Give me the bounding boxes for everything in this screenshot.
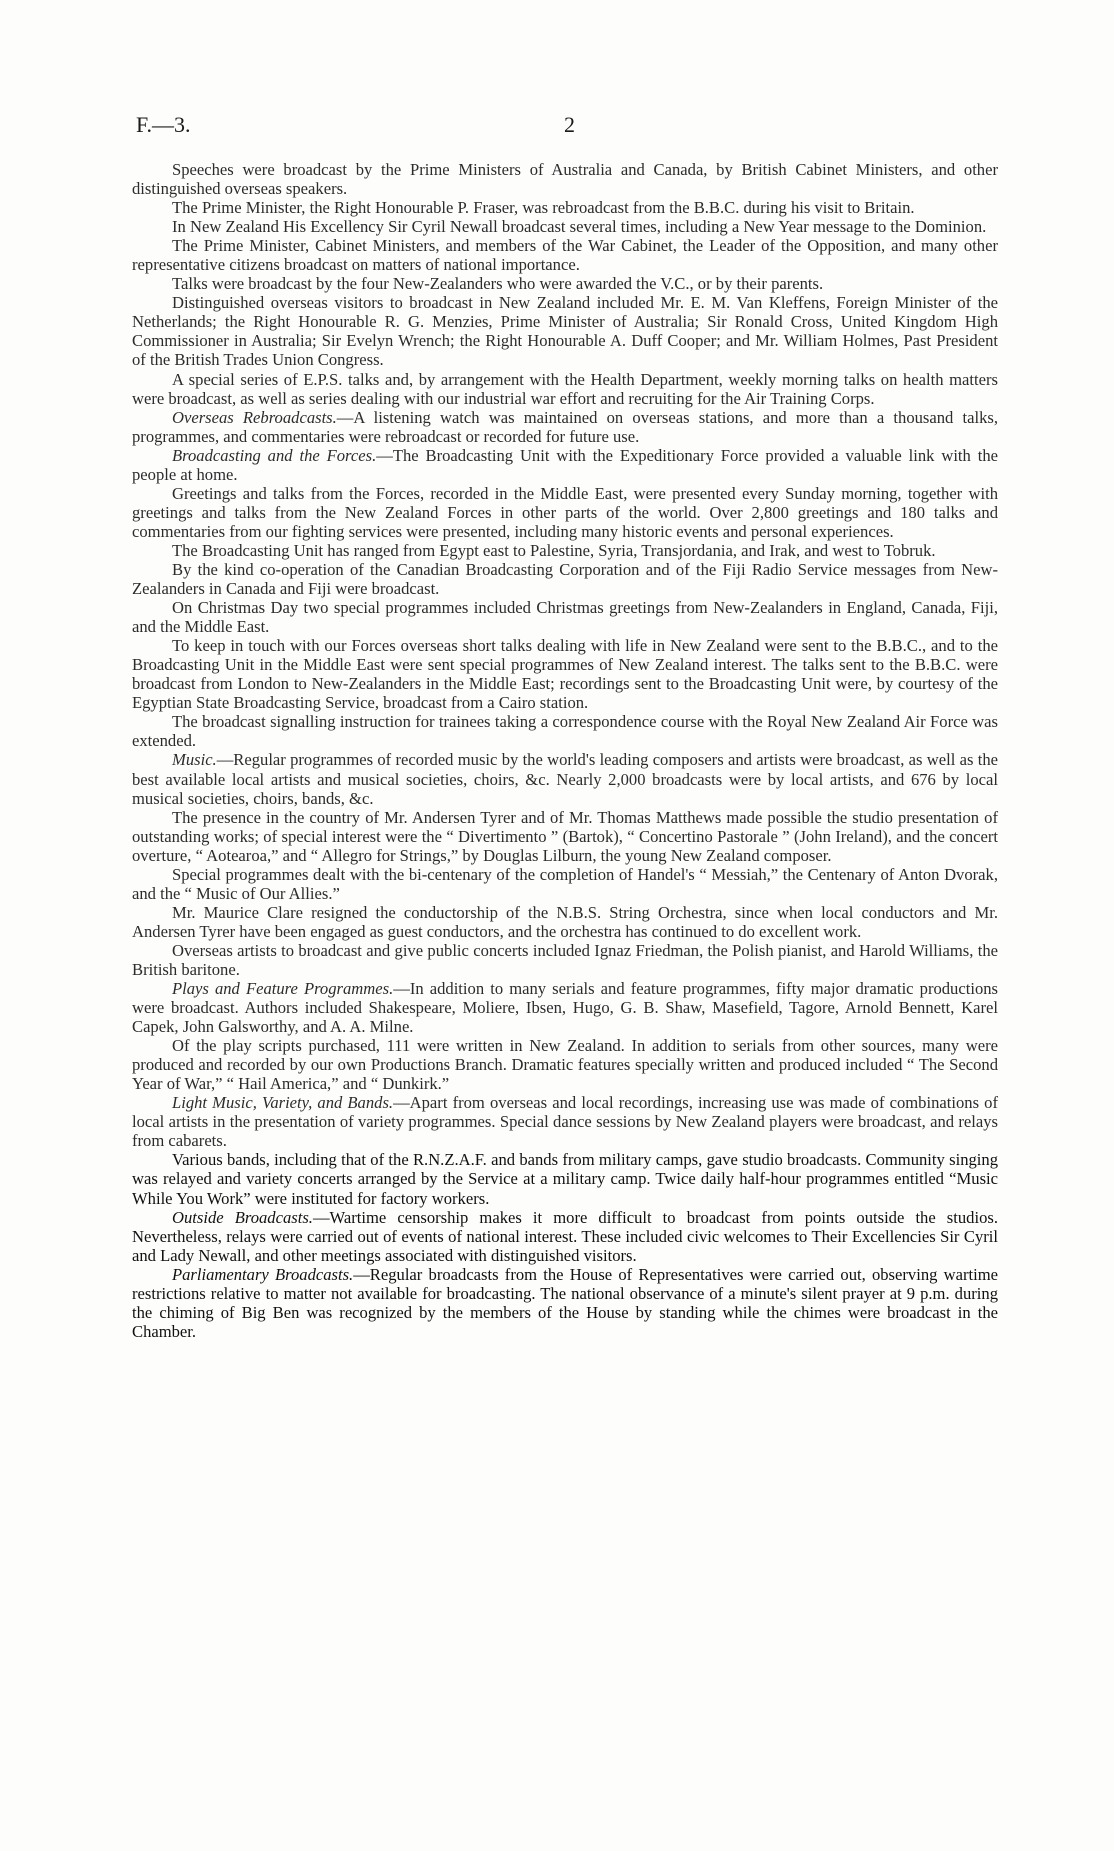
paragraph-light-music: Light Music, Variety, and Bands.—Apart from overseas and local recordings, increasing use was made of combinations of local artists in the presentation of variety programmes. Special dance sessions by New Zealand players were broadcast, and relays from cabarets.	[132, 1093, 998, 1151]
paragraph-governor-general: In New Zealand His Excellency Sir Cyril Newall broadcast several times, including a New Year message to the Dominion.	[172, 217, 987, 237]
paragraph-plays: Plays and Feature Programmes.—In addition to many serials and feature programmes, fifty major dramatic productions were broadcast. Authors included Shakespeare, Moliere, Ibsen, Hugo, G. B. Shaw, Masefield, Tagore, Arnold Bennett, Karel Capek, John Galsworthy, and A. A. Milne.	[132, 979, 998, 1037]
paragraph-signalling: The broadcast signalling instruction for trainees taking a correspondence course with the Royal New Zealand Air Force was extended.	[132, 712, 998, 751]
paragraph-broadcasting-forces: Broadcasting and the Forces.—The Broadcasting Unit with the Expeditionary Force provided a valuable link with the people at home.	[132, 445, 998, 484]
paragraph-maurice-clare: Mr. Maurice Clare resigned the conductorship of the N.B.S. String Orchestra, since when local conductors and Mr. Andersen Tyrer have been engaged as guest conductors, and the orchestra has continued to do excellent work.	[132, 902, 998, 941]
section-heading: Music.	[172, 750, 217, 770]
paragraph-overseas-artists: Overseas artists to broadcast and give public concerts included Ignaz Friedman, the Polish pianist, and Harold Williams, the British baritone.	[132, 940, 998, 979]
paragraph-cabinet: The Prime Minister, Cabinet Ministers, and members of the War Cabinet, the Leader of the Opposition, and many other representative citizens broadcast on matters of national importance.	[132, 236, 998, 275]
paragraph-outside-broadcasts: Outside Broadcasts.—Wartime censorship makes it more difficult to broadcast from points outside the studios. Nevertheless, relays were carried out of events of national interest. These included civic welcomes to Their Excellencies Sir Cyril and Lady Newall, and other meetings associated with distinguished visitors.	[132, 1207, 998, 1265]
paragraph-play-scripts: Of the play scripts purchased, 111 were written in New Zealand. In addition to serials from other sources, many were produced and recorded by our own Productions Branch. Dramatic features specially written and produced included “ The Second Year of War,” “ Hail America,” and “ Dunkirk.”	[132, 1036, 998, 1094]
paragraph-bands: Various bands, including that of the R.N.Z.A.F. and bands from military camps, gave studio broadcasts. Community singing was relayed and variety concerts arranged by the Service at a military camp. Twice daily half-hour programmes entitled “Music While You Work” were instituted for factory workers.	[132, 1150, 998, 1208]
paragraph-tyrer-matthews: The presence in the country of Mr. Andersen Tyrer and of Mr. Thomas Matthews made possible the studio presentation of outstanding works; of special interest were the “ Divertimento ” (Bartok), “ Concertino Pastorale ” (John Ireland), and the concert overture, “ Aotearoa,” and “ Allegro for Strings,” by Douglas Lilburn, the young New Zealand composer.	[132, 807, 998, 865]
section-heading: Parliamentary Broadcasts.	[172, 1264, 354, 1284]
paragraph-bbc-talks: To keep in touch with our Forces overseas short talks dealing with life in New Zealand were sent to the B.B.C., and to the Broadcasting Unit in the Middle East were sent special programmes of New Zealand interest. The talks sent to the B.B.C. were broadcast from London to New-Zealanders in the Middle East; recordings sent to the Broadcasting Unit were, by courtesy of the Egyptian State Broadcasting Service, broadcast from a Cairo station.	[132, 636, 998, 713]
paragraph-music: Music.—Regular programmes of recorded music by the world's leading composers and artists were broadcast, as well as the best available local artists and musical societies, choirs, &c. Nearly 2,000 broadcasts were by local artists, and 676 by local musical societies, choirs, bands, &c.	[132, 750, 998, 808]
paragraph-prime-minister: The Prime Minister, the Right Honourable P. Fraser, was rebroadcast from the B.B.C. during his visit to Britain.	[172, 198, 915, 218]
section-heading: Overseas Rebroadcasts.	[172, 407, 337, 427]
paragraph-special-programmes: Special programmes dealt with the bi-centenary of the completion of Handel's “ Messiah,” the Centenary of Anton Dvorak, and the “ Music of Our Allies.”	[132, 864, 998, 903]
paragraph-broadcasting-unit: The Broadcasting Unit has ranged from Egypt east to Palestine, Syria, Transjordania, and Irak, and west to Tobruk.	[172, 540, 936, 560]
paragraph-overseas-visitors: Distinguished overseas visitors to broadcast in New Zealand included Mr. E. M. Van Kleffens, Foreign Minister of the Netherlands; the Right Honourable R. G. Menzies, Prime Minister of Australia; Sir Ronald Cross, United Kingdom High Commissioner in Australia; Sir Evelyn Wrench; the Right Honourable A. Duff Cooper; and Mr. William Holmes, Past President of the British Trades Union Congress.	[132, 293, 998, 370]
page-number: 2	[564, 112, 575, 137]
paragraph-eps-talks: A special series of E.P.S. talks and, by arrangement with the Health Department, weekly morning talks on health matters were broadcast, as well as series dealing with our industrial war effort and recruiting for the Air Training Corps.	[132, 369, 998, 408]
paragraph-vc-talks: Talks were broadcast by the four New-Zealanders who were awarded the V.C., or by their parents.	[172, 274, 824, 294]
paragraph-parliamentary: Parliamentary Broadcasts.—Regular broadcasts from the House of Representatives were carried out, observing wartime restrictions relative to matter not available for broadcasting. The national observance of a minute's silent prayer at 9 p.m. during the chiming of Big Ben was recognized by the members of the House by standing while the chimes were broadcast in the Chamber.	[132, 1264, 998, 1341]
paragraph-overseas-rebroadcasts: Overseas Rebroadcasts.—A listening watch was maintained on overseas stations, and more than a thousand talks, programmes, and commentaries were rebroadcast or recorded for future use.	[132, 407, 998, 446]
paragraph-canada-fiji: By the kind co-operation of the Canadian Broadcasting Corporation and of the Fiji Radio Service messages from New-Zealanders in Canada and Fiji were broadcast.	[132, 559, 998, 599]
section-heading: Outside Broadcasts.	[172, 1207, 313, 1227]
paragraph-speeches: Speeches were broadcast by the Prime Ministers of Australia and Canada, by British Cabinet Ministers, and other distinguished overseas speakers.	[132, 160, 998, 199]
document-reference: F.—3.	[136, 112, 191, 137]
page-header	[136, 112, 996, 152]
paragraph-greetings: Greetings and talks from the Forces, recorded in the Middle East, were presented every Sunday morning, together with greetings and talks from the New Zealand Forces in other parts of the world. Over 2,800 greetings and 180 talks and commentaries from our fighting services were presented, including many historic events and personal experiences.	[132, 483, 998, 541]
paragraph-christmas: On Christmas Day two special programmes included Christmas greetings from New-Zealanders in England, Canada, Fiji, and the Middle East.	[132, 598, 998, 637]
section-heading: Plays and Feature Programmes.	[172, 979, 394, 999]
document-body	[132, 160, 998, 1341]
section-heading: Light Music, Variety, and Bands.	[172, 1093, 394, 1113]
section-heading: Broadcasting and the Forces.	[172, 445, 377, 465]
